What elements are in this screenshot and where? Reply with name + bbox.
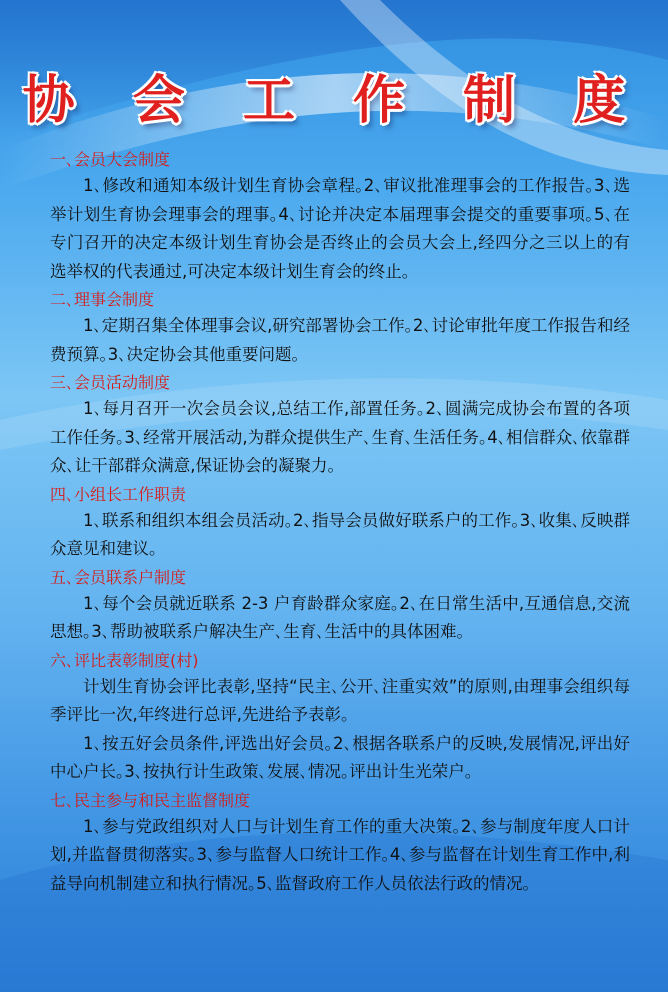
section-evaluation-commendation	[50, 649, 630, 787]
section-paragraph: 1､按五好会员条件,评选出好会员｡2､根据各联系户的反映,发展情况,评出好中心户长｡3､按执行计生政策､发展､情况｡评出计生光荣户｡	[50, 733, 630, 781]
regulations-body	[50, 148, 630, 900]
section-heading: 七､民主参与和民主监督制度	[50, 790, 251, 810]
section-paragraph: 计划生育协会评比表彰,坚持“民主､公开､注重实效”的原则,由理事会组织每季评比一次,年终进行总评,先进给予表彰｡	[50, 676, 630, 724]
section-heading: 六､评比表彰制度(村)	[50, 650, 199, 670]
section-paragraph: 1､每月召开一次会员会议,总结工作,部置任务｡2､圆满完成协会布置的各项工作任务｡3､经常开展活动,为群众提供生产､生育､生活任务｡4､相信群众､依靠群众､让干部群众满意,保证协会的凝聚力｡	[50, 399, 630, 475]
section-council	[50, 288, 630, 369]
section-paragraph: 1､联系和组织本组会员活动｡2､指导会员做好联系户的工作｡3､收集､反映群众意见和建议｡	[50, 510, 630, 558]
section-paragraph: 1､修改和通知本级计划生育协会章程｡2､审议批准理事会的工作报告｡3､选举计划生育协会理事会的理事｡4､讨论并决定本届理事会提交的重要事项｡5､在专门召开的决定本级计划生育协会是否终止的会员大会上,经四分之三以上的有选举权的代表通过,可决定本级计划生育会的终止｡	[50, 176, 630, 281]
page-title: 协 会 工 作 制 度	[22, 71, 646, 131]
section-heading: 三､会员活动制度	[50, 373, 171, 392]
section-paragraph: 1､定期召集全体理事会议,研究部署协会工作｡2､讨论审批年度工作报告和经费预算｡3､决定协会其他重要问题｡	[50, 316, 630, 364]
section-heading: 二､理事会制度	[50, 290, 155, 309]
section-group-leader-duties	[50, 483, 630, 564]
section-member-activities	[50, 371, 630, 481]
section-member-contact-households	[50, 566, 630, 647]
section-paragraph: 1､每个会员就近联系 2-3 户育龄群众家庭｡2､在日常生活中,互通信息,交流思想｡3､帮助被联系户解决生产､生育､生活中的具体困难｡	[50, 593, 630, 641]
section-heading: 一､会员大会制度	[50, 150, 171, 169]
section-heading: 四､小组长工作职责	[50, 484, 187, 504]
section-heading: 五､会员联系户制度	[50, 567, 187, 587]
section-member-congress	[50, 148, 630, 286]
section-paragraph: 1､参与党政组织对人口与计划生育工作的重大决策｡2､参与制度年度人口计划,并监督贯彻落实｡3､参与监督人口统计工作｡4､参与监督在计划生育工作中,利益导向机制建立和执行情况｡5､监督政府工作人员依法行政的情况｡	[50, 816, 630, 893]
section-democratic-participation	[50, 789, 630, 899]
